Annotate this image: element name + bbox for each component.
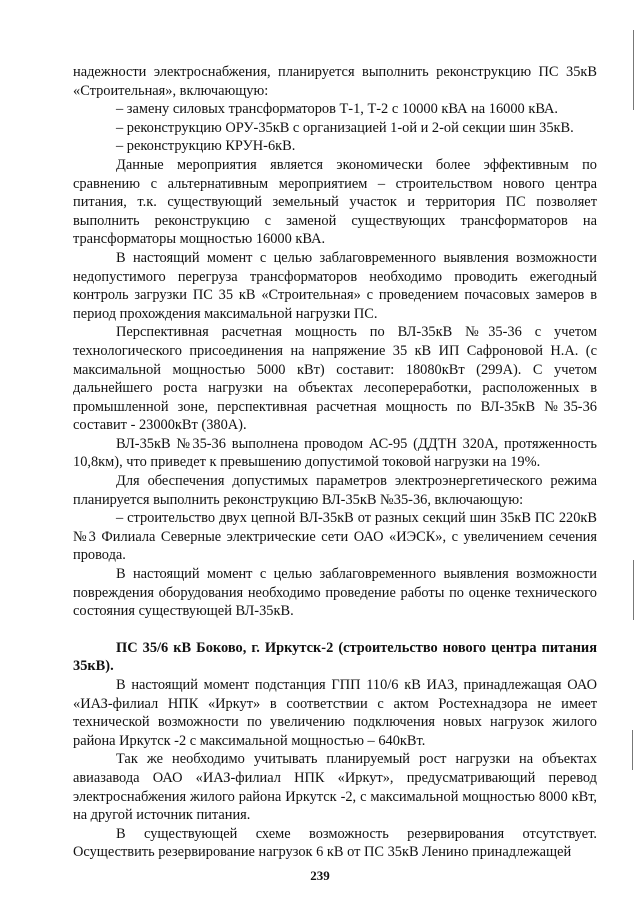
scan-artifact	[633, 30, 634, 110]
list-item-oru: – реконструкцию ОРУ-35кВ с организацией 1-ой и 2-ой секции шин 35кВ.	[116, 119, 574, 136]
paragraph-condition-assessment: В настоящий момент с целью заблаговременного выявления возможности повреждения оборудования необходимо проведение работы по оценке технического состояния существующей ВЛ-35кВ.	[73, 566, 597, 620]
paragraph-capacity: Перспективная расчетная мощность по ВЛ-35кВ №35-36 с учетом технологического присоединения на напряжение 35 кВ ИП Сафроновой Н.А. (с максимальной мощностью 5000 кВт) составит: 18080кВт (299А). С учетом дальнейшего роста нагрузки на объектах лесопереработки, расположенных в промышленной зоне, перспективная расчетная мощность по ВЛ-35кВ №35-36 составит - 23000кВт (380А).	[73, 324, 597, 434]
page-number: 239	[310, 868, 330, 883]
list-item-krun: – реконструкцию КРУН-6кВ.	[116, 138, 296, 155]
section-gap	[73, 621, 597, 639]
paragraph-load-growth: Так же необходимо учитывать планируемый рост нагрузки на объектах авиазавода ОАО «ИАЗ-филиал НПК «Иркут», предусматривающий перевод электроснабжения жилого района Иркутск -2, с максимальной мощностью 8000 кВт, на другой источник питания.	[73, 751, 597, 824]
paragraph-intro: надежности электроснабжения, планируется выполнить реконструкцию ПС 35кВ «Строительная», включающую:	[73, 64, 597, 99]
paragraph-monitoring: В настоящий момент с целью заблаговременного выявления возможности недопустимого перегруза трансформаторов необходимо проводить ежегодный контроль загрузки ПС 35 кВ «Строительная» с проведением почасовых замеров в период прохождения максимальной нагрузки ПС.	[73, 249, 597, 322]
paragraph-efficiency: Данные мероприятия является экономически более эффективным по сравнению с альтернативным мероприятием – строительством нового центра питания, т.к. существующий земельный участок и территория ПС позволяет выполнить реконструкцию с заменой существующих трансформаторов на трансформаторы мощностью 16000 кВА.	[73, 156, 597, 248]
scan-artifact	[632, 730, 633, 770]
list-item-transformers: – замену силовых трансформаторов Т-1, Т-2 с 10000 кВА на 16000 кВА.	[116, 101, 558, 118]
scan-artifact	[633, 560, 634, 620]
list-item-double-circuit: – строительство двух цепной ВЛ-35кВ от разных секций шин 35кВ ПС 220кВ №3 Филиала Северные электрические сети ОАО «ИЭСК», с увеличением сечения провода.	[73, 510, 597, 564]
section-heading: ПС 35/6 кВ Боково, г. Иркутск-2 (строительство нового центра питания 35кВ).	[73, 639, 597, 675]
document-page	[73, 63, 597, 862]
paragraph-reconstruction: Для обеспечения допустимых параметров электроэнергетического режима планируется выполнить реконструкцию ВЛ-35кВ №35-36, включающую:	[73, 473, 597, 508]
paragraph-redundancy: В существующей схеме возможность резервирования отсутствует. Осуществить резервирование нагрузок 6 кВ от ПС 35кВ Ленино принадлежащей	[73, 825, 597, 861]
paragraph-line-conductor: ВЛ-35кВ №35-36 выполнена проводом АС-95 (ДДТН 320А, протяженность 10,8км), что приведет к превышению допустимой токовой нагрузки на 19%.	[73, 435, 597, 471]
paragraph-gpp: В настоящий момент подстанция ГПП 110/6 кВ ИАЗ, принадлежащая ОАО «ИАЗ-филиал НПК «Иркут» в соответствии с актом Ростехнадзора не имеет технической возможности по увеличению подключения новых нагрузок жилого района Иркутск -2 с максимальной мощностью – 640кВт.	[73, 677, 597, 749]
